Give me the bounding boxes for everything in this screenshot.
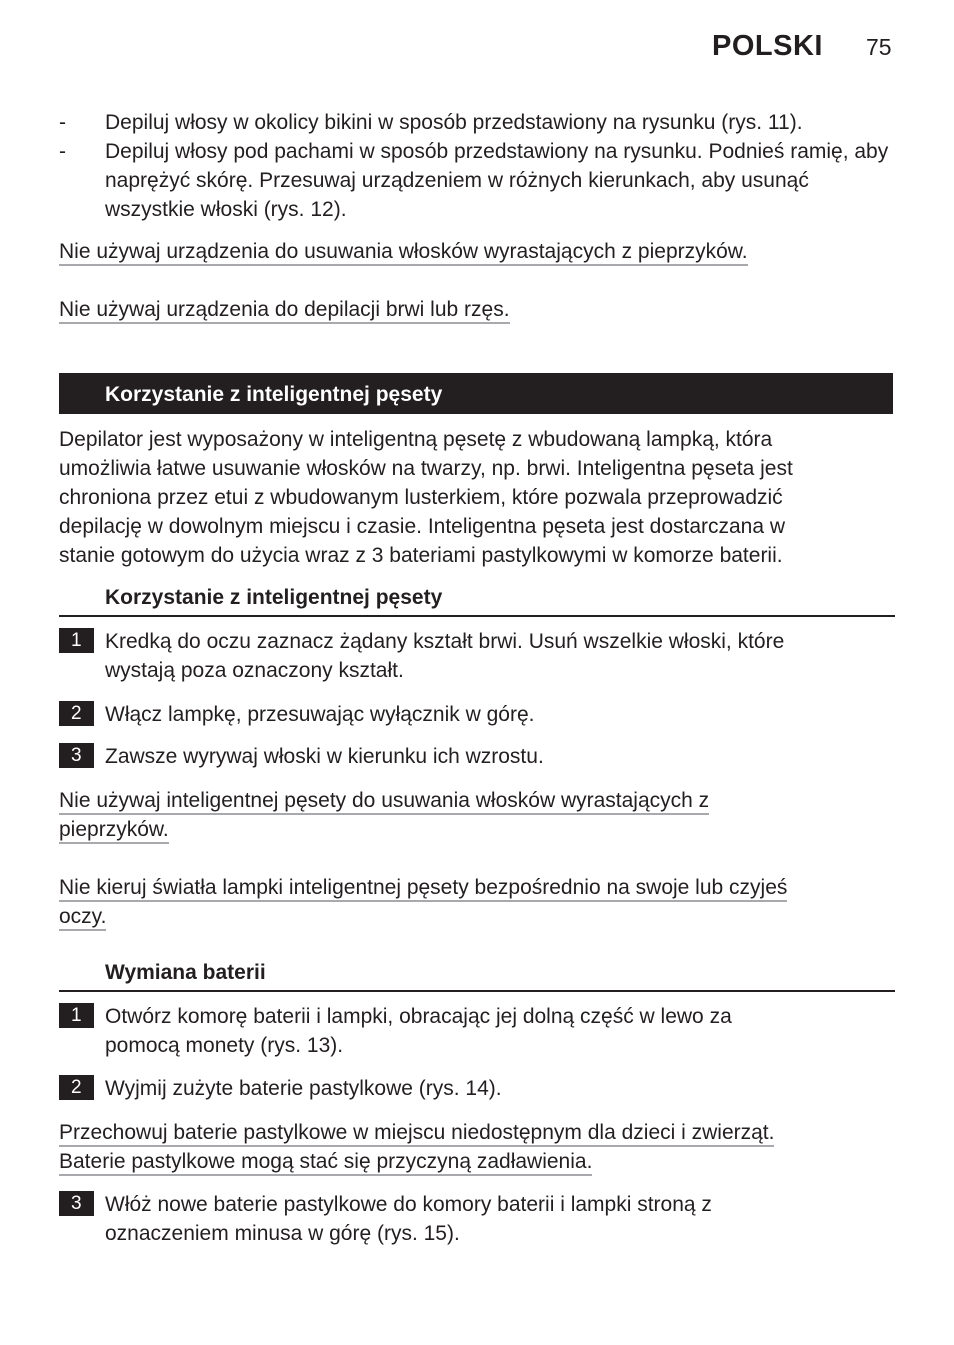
intro-line: Depilator jest wyposażony w inteligentną pęsetę z wbudowaną lampką, która (59, 428, 773, 451)
step-number: 2 (59, 1075, 94, 1100)
section-title: Korzystanie z inteligentnej pęsety (105, 383, 443, 406)
intro-line: depilację w dowolnym miejscu i czasie. Inteligentna pęseta jest dostarczana w (59, 515, 786, 538)
warning-text: Nie używaj urządzenia do usuwania włosków wyrastających z pieprzyków. (59, 240, 748, 266)
warning-note (59, 1118, 774, 1147)
warning-note (59, 1147, 592, 1176)
step-line: pomocą monety (rys. 13). (105, 1034, 344, 1057)
subsection-rule (59, 990, 895, 992)
intro-line: chroniona przez etui z wbudowanym lusterkiem, które pozwala przeprowadzić (59, 486, 783, 509)
warning-text: Nie używaj inteligentnej pęsety do usuwania włosków wyrastających z (59, 789, 709, 815)
step-number: 3 (59, 1191, 94, 1216)
warning-note (59, 295, 510, 324)
step-line: Wyjmij zużyte baterie pastylkowe (rys. 14). (105, 1077, 502, 1100)
warning-note (59, 902, 106, 931)
intro-line: stanie gotowym do użycia wraz z 3 bateriami pastylkowymi w komorze baterii. (59, 544, 783, 567)
warning-text: Nie kieruj światła lampki inteligentnej pęsety bezpośrednio na swoje lub czyjeś (59, 876, 787, 902)
warning-text: pieprzyków. (59, 818, 169, 844)
step-number: 1 (59, 1003, 94, 1028)
bullet-dash: - (59, 140, 66, 163)
warning-note (59, 786, 709, 815)
warning-text: Przechowuj baterie pastylkowe w miejscu niedostępnym dla dzieci i zwierząt. (59, 1121, 774, 1147)
step-line: Otwórz komorę baterii i lampki, obracając jej dolną część w lewo za (105, 1005, 732, 1028)
intro-line: umożliwia łatwe usuwanie włosków na twarzy, np. brwi. Inteligentna pęseta jest (59, 457, 793, 480)
step-line: Kredką do oczu zaznacz żądany kształt brwi. Usuń wszelkie włoski, które (105, 630, 785, 653)
step-line: Włącz lampkę, przesuwając wyłącznik w górę. (105, 703, 535, 726)
step-number: 1 (59, 628, 94, 653)
step-line: Zawsze wyrywaj włoski w kierunku ich wzrostu. (105, 745, 544, 768)
step-line: wystają poza oznaczony kształt. (105, 659, 404, 682)
step-line: Włóż nowe baterie pastylkowe do komory baterii i lampki stroną z (105, 1193, 712, 1216)
language-header: POLSKI (712, 30, 823, 62)
bullet-text: Depiluj włosy w okolicy bikini w sposób przedstawiony na rysunku (rys. 11). (105, 111, 803, 134)
bullet-text: Depiluj włosy pod pachami w sposób przedstawiony na rysunku. Podnieś ramię, aby naprężyć skórę. Przesuwaj urządzeniem w różnych kierunkach, aby usunąć wszystkie włoski (rys. 12). (105, 140, 889, 221)
warning-text: Baterie pastylkowe mogą stać się przyczyną zadławienia. (59, 1150, 592, 1176)
step-line: oznaczeniem minusa w górę (rys. 15). (105, 1222, 460, 1245)
subsection-title: Wymiana baterii (105, 961, 266, 984)
warning-text: Nie używaj urządzenia do depilacji brwi lub rzęs. (59, 298, 510, 324)
subsection-rule (59, 615, 895, 617)
warning-text: oczy. (59, 905, 106, 931)
subsection-title: Korzystanie z inteligentnej pęsety (105, 586, 443, 609)
warning-note (59, 237, 748, 266)
bullet-dash: - (59, 111, 66, 134)
warning-note (59, 873, 787, 902)
warning-note (59, 815, 169, 844)
step-number: 2 (59, 701, 94, 726)
page-number: 75 (866, 34, 892, 60)
step-number: 3 (59, 743, 94, 768)
